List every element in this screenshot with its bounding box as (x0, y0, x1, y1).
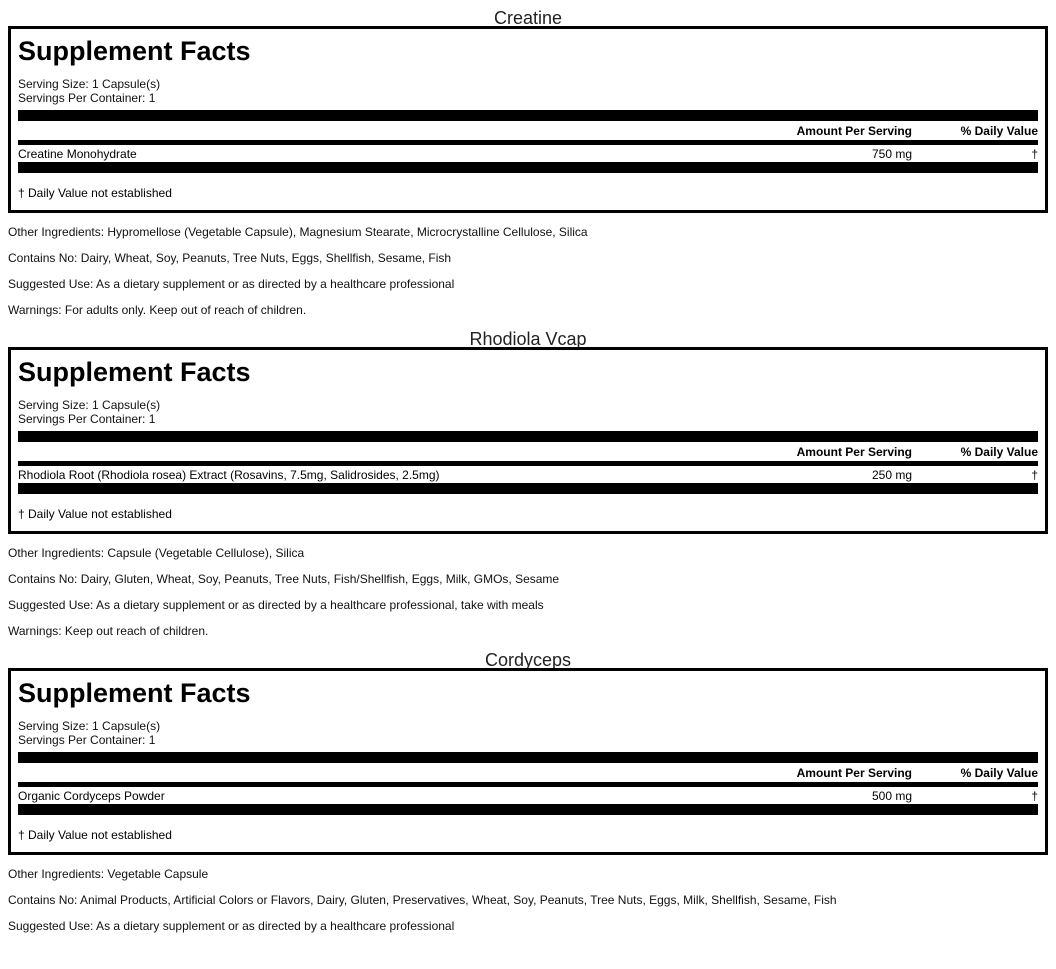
facts-header-row (18, 121, 1038, 140)
daily-value-header: % Daily Value (960, 765, 1038, 780)
daily-value-header: % Daily Value (960, 444, 1038, 459)
facts-heading: Supplement Facts (18, 678, 251, 708)
other-ingredients: Other Ingredients: Capsule (Vegetable Cellulose), Silica (8, 546, 305, 560)
ingredient-row (18, 787, 1038, 804)
ingredient-row (18, 466, 1038, 483)
ingredient-amount: 250 mg (871, 467, 912, 482)
amount-per-serving-header: Amount Per Serving (796, 123, 912, 138)
ingredient-name: Rhodiola Root (Rhodiola rosea) Extract (Rosavins, 7.5mg, Salidrosides, 2.5mg) (18, 467, 440, 482)
facts-header-row (18, 442, 1038, 461)
amount-per-serving-header: Amount Per Serving (796, 765, 912, 780)
product-cordyceps (8, 642, 1048, 963)
suggested-use: Suggested Use: As a dietary supplement or as directed by a healthcare professional (8, 919, 455, 933)
warnings: Warnings: For adults only. Keep out of reach of children. (8, 303, 307, 317)
suggested-use: Suggested Use: As a dietary supplement or as directed by a healthcare professional (8, 277, 455, 291)
facts-heading: Supplement Facts (18, 36, 251, 66)
warnings: Warnings: Keep out reach of children. (8, 624, 209, 638)
suggested-use: Suggested Use: As a dietary supplement or as directed by a healthcare professional, take with meals (8, 598, 544, 612)
footnote: † Daily Value not established (18, 507, 172, 521)
serving-size: Serving Size: 1 Capsule(s) (18, 398, 161, 412)
ingredient-name: Creatine Monohydrate (18, 146, 137, 161)
ingredient-dv: † (1031, 467, 1038, 482)
product-title: Cordyceps (484, 650, 572, 670)
ingredient-dv: † (1031, 146, 1038, 161)
product-details (8, 213, 1048, 321)
ingredient-name: Organic Cordyceps Powder (18, 788, 165, 803)
other-ingredients: Other Ingredients: Hypromellose (Vegetable Capsule), Magnesium Stearate, Microcrystalline Cellulose, Silica (8, 225, 588, 239)
divider-thick (18, 752, 1038, 763)
servings-per-container: Servings Per Container: 1 (18, 733, 156, 747)
product-creatine (8, 0, 1048, 321)
product-details (8, 534, 1048, 642)
servings-per-container: Servings Per Container: 1 (18, 91, 156, 105)
contains-no: Contains No: Animal Products, Artificial Colors or Flavors, Dairy, Gluten, Preservatives, Wheat, Soy, Peanuts, Tree Nuts, Eggs, Milk, Shellfish, Sesame, Fish (8, 893, 837, 907)
product-details (8, 855, 1048, 963)
divider-thick (18, 431, 1038, 442)
serving-size: Serving Size: 1 Capsule(s) (18, 719, 161, 733)
facts-heading: Supplement Facts (18, 357, 251, 387)
footnote: † Daily Value not established (18, 186, 172, 200)
ingredient-dv: † (1031, 788, 1038, 803)
supplement-facts-panel (8, 26, 1048, 213)
contains-no: Contains No: Dairy, Gluten, Wheat, Soy, Peanuts, Tree Nuts, Fish/Shellfish, Eggs, Milk, GMOs, Sesame (8, 572, 560, 586)
divider-thick (18, 162, 1038, 173)
serving-size: Serving Size: 1 Capsule(s) (18, 77, 161, 91)
amount-per-serving-header: Amount Per Serving (796, 444, 912, 459)
product-title: Creatine (493, 8, 563, 28)
divider-thick (18, 804, 1038, 815)
other-ingredients: Other Ingredients: Vegetable Capsule (8, 867, 209, 881)
supplement-facts-panel (8, 668, 1048, 855)
contains-no: Contains No: Dairy, Wheat, Soy, Peanuts, Tree Nuts, Eggs, Shellfish, Sesame, Fish (8, 251, 452, 265)
footnote: † Daily Value not established (18, 828, 172, 842)
ingredient-amount: 500 mg (871, 788, 912, 803)
divider-thick (18, 110, 1038, 121)
servings-per-container: Servings Per Container: 1 (18, 412, 156, 426)
ingredient-row (18, 145, 1038, 162)
daily-value-header: % Daily Value (960, 123, 1038, 138)
facts-header-row (18, 763, 1038, 782)
divider-thick (18, 483, 1038, 494)
ingredient-amount: 750 mg (871, 146, 912, 161)
product-title: Rhodiola Vcap (469, 329, 587, 349)
supplement-facts-panel (8, 347, 1048, 534)
product-rhodiola-vcap (8, 321, 1048, 642)
